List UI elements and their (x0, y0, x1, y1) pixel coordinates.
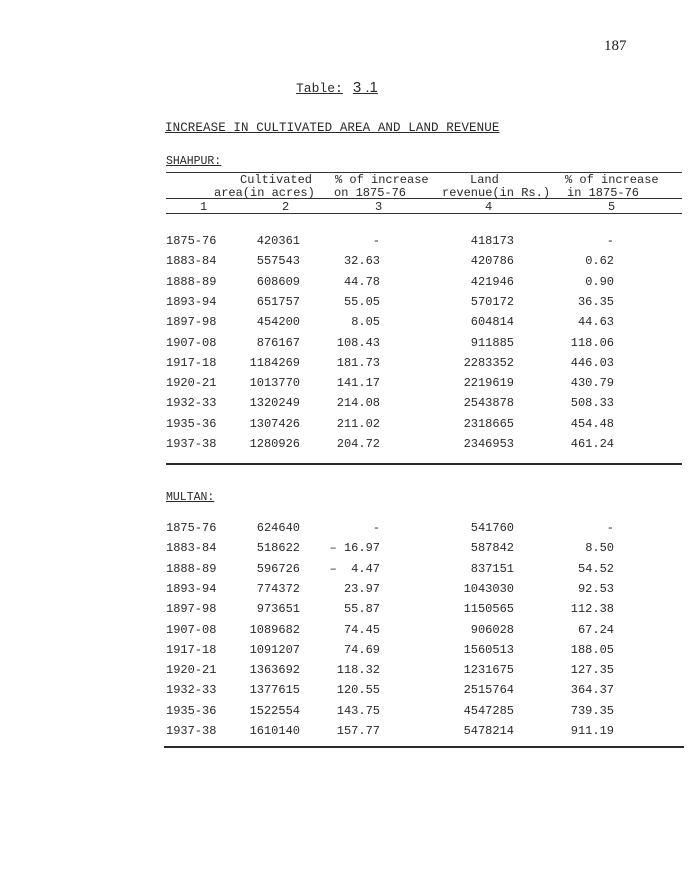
revenue-pct-cell: 508.33 (570, 396, 614, 411)
table-row (0, 396, 700, 416)
area-pct-cell: 44.78 (343, 274, 380, 289)
area-cell: 1522554 (249, 703, 300, 718)
table-row (0, 315, 700, 335)
col5-header-line2: in 1875-76 (567, 186, 640, 200)
section-name: MULTAN: (166, 491, 215, 504)
revenue-cell: 570172 (470, 294, 514, 309)
area-cell: 1377615 (249, 683, 300, 698)
year-cell: 1883-84 (166, 541, 217, 556)
revenue-cell: 2219619 (463, 376, 514, 391)
table-title: INCREASE IN CULTIVATED AREA AND LAND REVENUE (165, 121, 500, 135)
revenue-cell: 5478214 (463, 724, 514, 738)
revenue-pct-cell: 127.35 (570, 663, 614, 678)
year-cell: 1875-76 (166, 521, 217, 535)
area-pct-cell: 32.63 (343, 254, 380, 269)
area-cell: 624640 (256, 521, 300, 535)
area-pct-cell: 8.05 (351, 315, 380, 330)
revenue-pct-cell: 92.53 (577, 581, 614, 596)
table-row (0, 704, 700, 724)
section-label-multan (166, 491, 214, 504)
revenue-pct-cell: 0.90 (585, 274, 614, 289)
year-cell: 1893-94 (166, 294, 217, 309)
area-pct-cell: - (372, 521, 380, 535)
revenue-cell: 1560513 (463, 642, 514, 657)
table-row (0, 356, 700, 376)
revenue-pct-cell: 118.06 (570, 335, 614, 350)
table-number: 3 .1 (352, 79, 378, 96)
area-pct-cell: 141.17 (336, 376, 380, 391)
year-cell: 1875-76 (166, 234, 217, 248)
revenue-pct-cell: 54.52 (577, 561, 614, 576)
revenue-cell: 2318665 (463, 416, 514, 431)
revenue-cell: 2346953 (463, 437, 514, 451)
table-row (0, 295, 700, 315)
area-cell: 1307426 (249, 416, 300, 431)
revenue-pct-cell: 364.37 (570, 683, 614, 698)
area-pct-cell: 181.73 (336, 355, 380, 370)
table-row (0, 275, 700, 295)
table-row (0, 582, 700, 602)
col2-header-line2: area(in acres) (214, 186, 315, 200)
revenue-cell: 837151 (470, 561, 514, 576)
year-cell: 1907-08 (166, 335, 217, 350)
revenue-cell: 587842 (470, 541, 514, 556)
year-cell: 1932-33 (166, 396, 217, 411)
revenue-pct-cell: 188.05 (570, 642, 614, 657)
table-row (0, 643, 700, 663)
revenue-pct-cell: 67.24 (577, 622, 614, 637)
area-cell: 1089682 (249, 622, 300, 637)
revenue-pct-cell: 739.35 (570, 703, 614, 718)
col1-number: 1 (200, 200, 208, 214)
area-cell: 651757 (256, 294, 300, 309)
revenue-cell: 418173 (470, 234, 514, 248)
revenue-cell: 604814 (470, 315, 514, 330)
area-pct-cell: - (372, 234, 380, 248)
revenue-cell: 4547285 (463, 703, 514, 718)
area-cell: 973651 (256, 602, 300, 617)
revenue-cell: 2543878 (463, 396, 514, 411)
revenue-cell: 541760 (470, 521, 514, 535)
col5-header-line1: % of increase (565, 173, 659, 187)
revenue-pct-cell: 461.24 (570, 437, 614, 451)
area-pct-cell: 204.72 (336, 437, 380, 451)
table-row (0, 417, 700, 437)
table-row (0, 663, 700, 683)
revenue-pct-cell: - (606, 234, 614, 248)
year-cell: 1920-21 (166, 376, 217, 391)
area-pct-cell: 55.05 (343, 294, 380, 309)
revenue-cell: 1043030 (463, 581, 514, 596)
revenue-pct-cell: 0.62 (585, 254, 614, 269)
table-row (0, 234, 700, 254)
area-cell: 1363692 (249, 663, 300, 678)
col5-number: 5 (608, 200, 616, 214)
area-cell: 1013770 (249, 376, 300, 391)
section-name: SHAHPUR: (166, 155, 222, 168)
area-cell: 557543 (256, 254, 300, 269)
area-cell: 596726 (256, 561, 300, 576)
area-pct-cell: 55.87 (343, 602, 380, 617)
year-cell: 1937-38 (166, 437, 217, 451)
area-pct-cell: 211.02 (336, 416, 380, 431)
area-cell: 1320249 (249, 396, 300, 411)
table-row (0, 437, 700, 457)
col4-header-line2: revenue(in Rs.) (442, 186, 551, 200)
year-cell: 1935-36 (166, 416, 217, 431)
shahpur-bottom-rule (166, 463, 682, 465)
col2-number: 2 (282, 200, 290, 214)
col3-header-line2: on 1875-76 (334, 186, 407, 200)
revenue-pct-cell: 911.19 (570, 724, 614, 738)
col4-number: 4 (485, 200, 493, 214)
area-cell: 420361 (256, 234, 300, 248)
revenue-cell: 420786 (470, 254, 514, 269)
col3-header-line1: % of increase (335, 173, 429, 187)
table-row (0, 683, 700, 703)
area-pct-cell: – 16.97 (329, 541, 380, 556)
table-row (0, 376, 700, 396)
revenue-pct-cell: 44.63 (577, 315, 614, 330)
header-bottom-rule (166, 213, 682, 214)
area-pct-cell: 118.32 (336, 663, 380, 678)
revenue-cell: 1150565 (463, 602, 514, 617)
multan-bottom-rule (164, 746, 684, 748)
revenue-pct-cell: - (606, 521, 614, 535)
area-cell: 1610140 (249, 724, 300, 738)
section-label-shahpur (166, 155, 221, 168)
table-row (0, 521, 700, 541)
revenue-pct-cell: 112.38 (570, 602, 614, 617)
year-cell: 1917-18 (166, 355, 217, 370)
col3-number: 3 (375, 200, 383, 214)
area-cell: 774372 (256, 581, 300, 596)
page-number: 187 (604, 38, 627, 54)
area-pct-cell: 157.77 (336, 724, 380, 738)
table-row (0, 724, 700, 744)
area-cell: 876167 (256, 335, 300, 350)
year-cell: 1937-38 (166, 724, 217, 738)
year-cell: 1883-84 (166, 254, 217, 269)
area-cell: 454200 (256, 315, 300, 330)
year-cell: 1897-98 (166, 315, 217, 330)
revenue-cell: 2283352 (463, 355, 514, 370)
table-label (296, 79, 378, 96)
revenue-cell: 911885 (470, 335, 514, 350)
area-cell: 1280926 (249, 437, 300, 451)
table-label-text: Table: (296, 81, 343, 96)
year-cell: 1935-36 (166, 703, 217, 718)
revenue-pct-cell: 36.35 (577, 294, 614, 309)
area-pct-cell: 143.75 (336, 703, 380, 718)
table-row (0, 336, 700, 356)
area-cell: 1091207 (249, 642, 300, 657)
revenue-cell: 2515764 (463, 683, 514, 698)
area-pct-cell: 108.43 (336, 335, 380, 350)
revenue-cell: 421946 (470, 274, 514, 289)
year-cell: 1893-94 (166, 581, 217, 596)
revenue-pct-cell: 454.48 (570, 416, 614, 431)
area-pct-cell: – 4.47 (329, 561, 380, 576)
area-cell: 608609 (256, 274, 300, 289)
table-row (0, 562, 700, 582)
year-cell: 1888-89 (166, 274, 217, 289)
area-pct-cell: 214.08 (336, 396, 380, 411)
year-cell: 1907-08 (166, 622, 217, 637)
revenue-cell: 1231675 (463, 663, 514, 678)
table-row (0, 602, 700, 622)
area-cell: 1184269 (249, 355, 300, 370)
area-cell: 518622 (256, 541, 300, 556)
year-cell: 1897-98 (166, 602, 217, 617)
table-row (0, 541, 700, 561)
year-cell: 1932-33 (166, 683, 217, 698)
revenue-pct-cell: 8.50 (585, 541, 614, 556)
area-pct-cell: 23.97 (343, 581, 380, 596)
year-cell: 1920-21 (166, 663, 217, 678)
revenue-pct-cell: 446.03 (570, 355, 614, 370)
area-pct-cell: 74.69 (343, 642, 380, 657)
table-row (0, 254, 700, 274)
col4-header-line1: Land (470, 173, 499, 187)
table-row (0, 623, 700, 643)
area-pct-cell: 120.55 (336, 683, 380, 698)
revenue-cell: 906028 (470, 622, 514, 637)
col2-header-line1: Cultivated (240, 173, 313, 187)
year-cell: 1917-18 (166, 642, 217, 657)
revenue-pct-cell: 430.79 (570, 376, 614, 391)
area-pct-cell: 74.45 (343, 622, 380, 637)
year-cell: 1888-89 (166, 561, 217, 576)
